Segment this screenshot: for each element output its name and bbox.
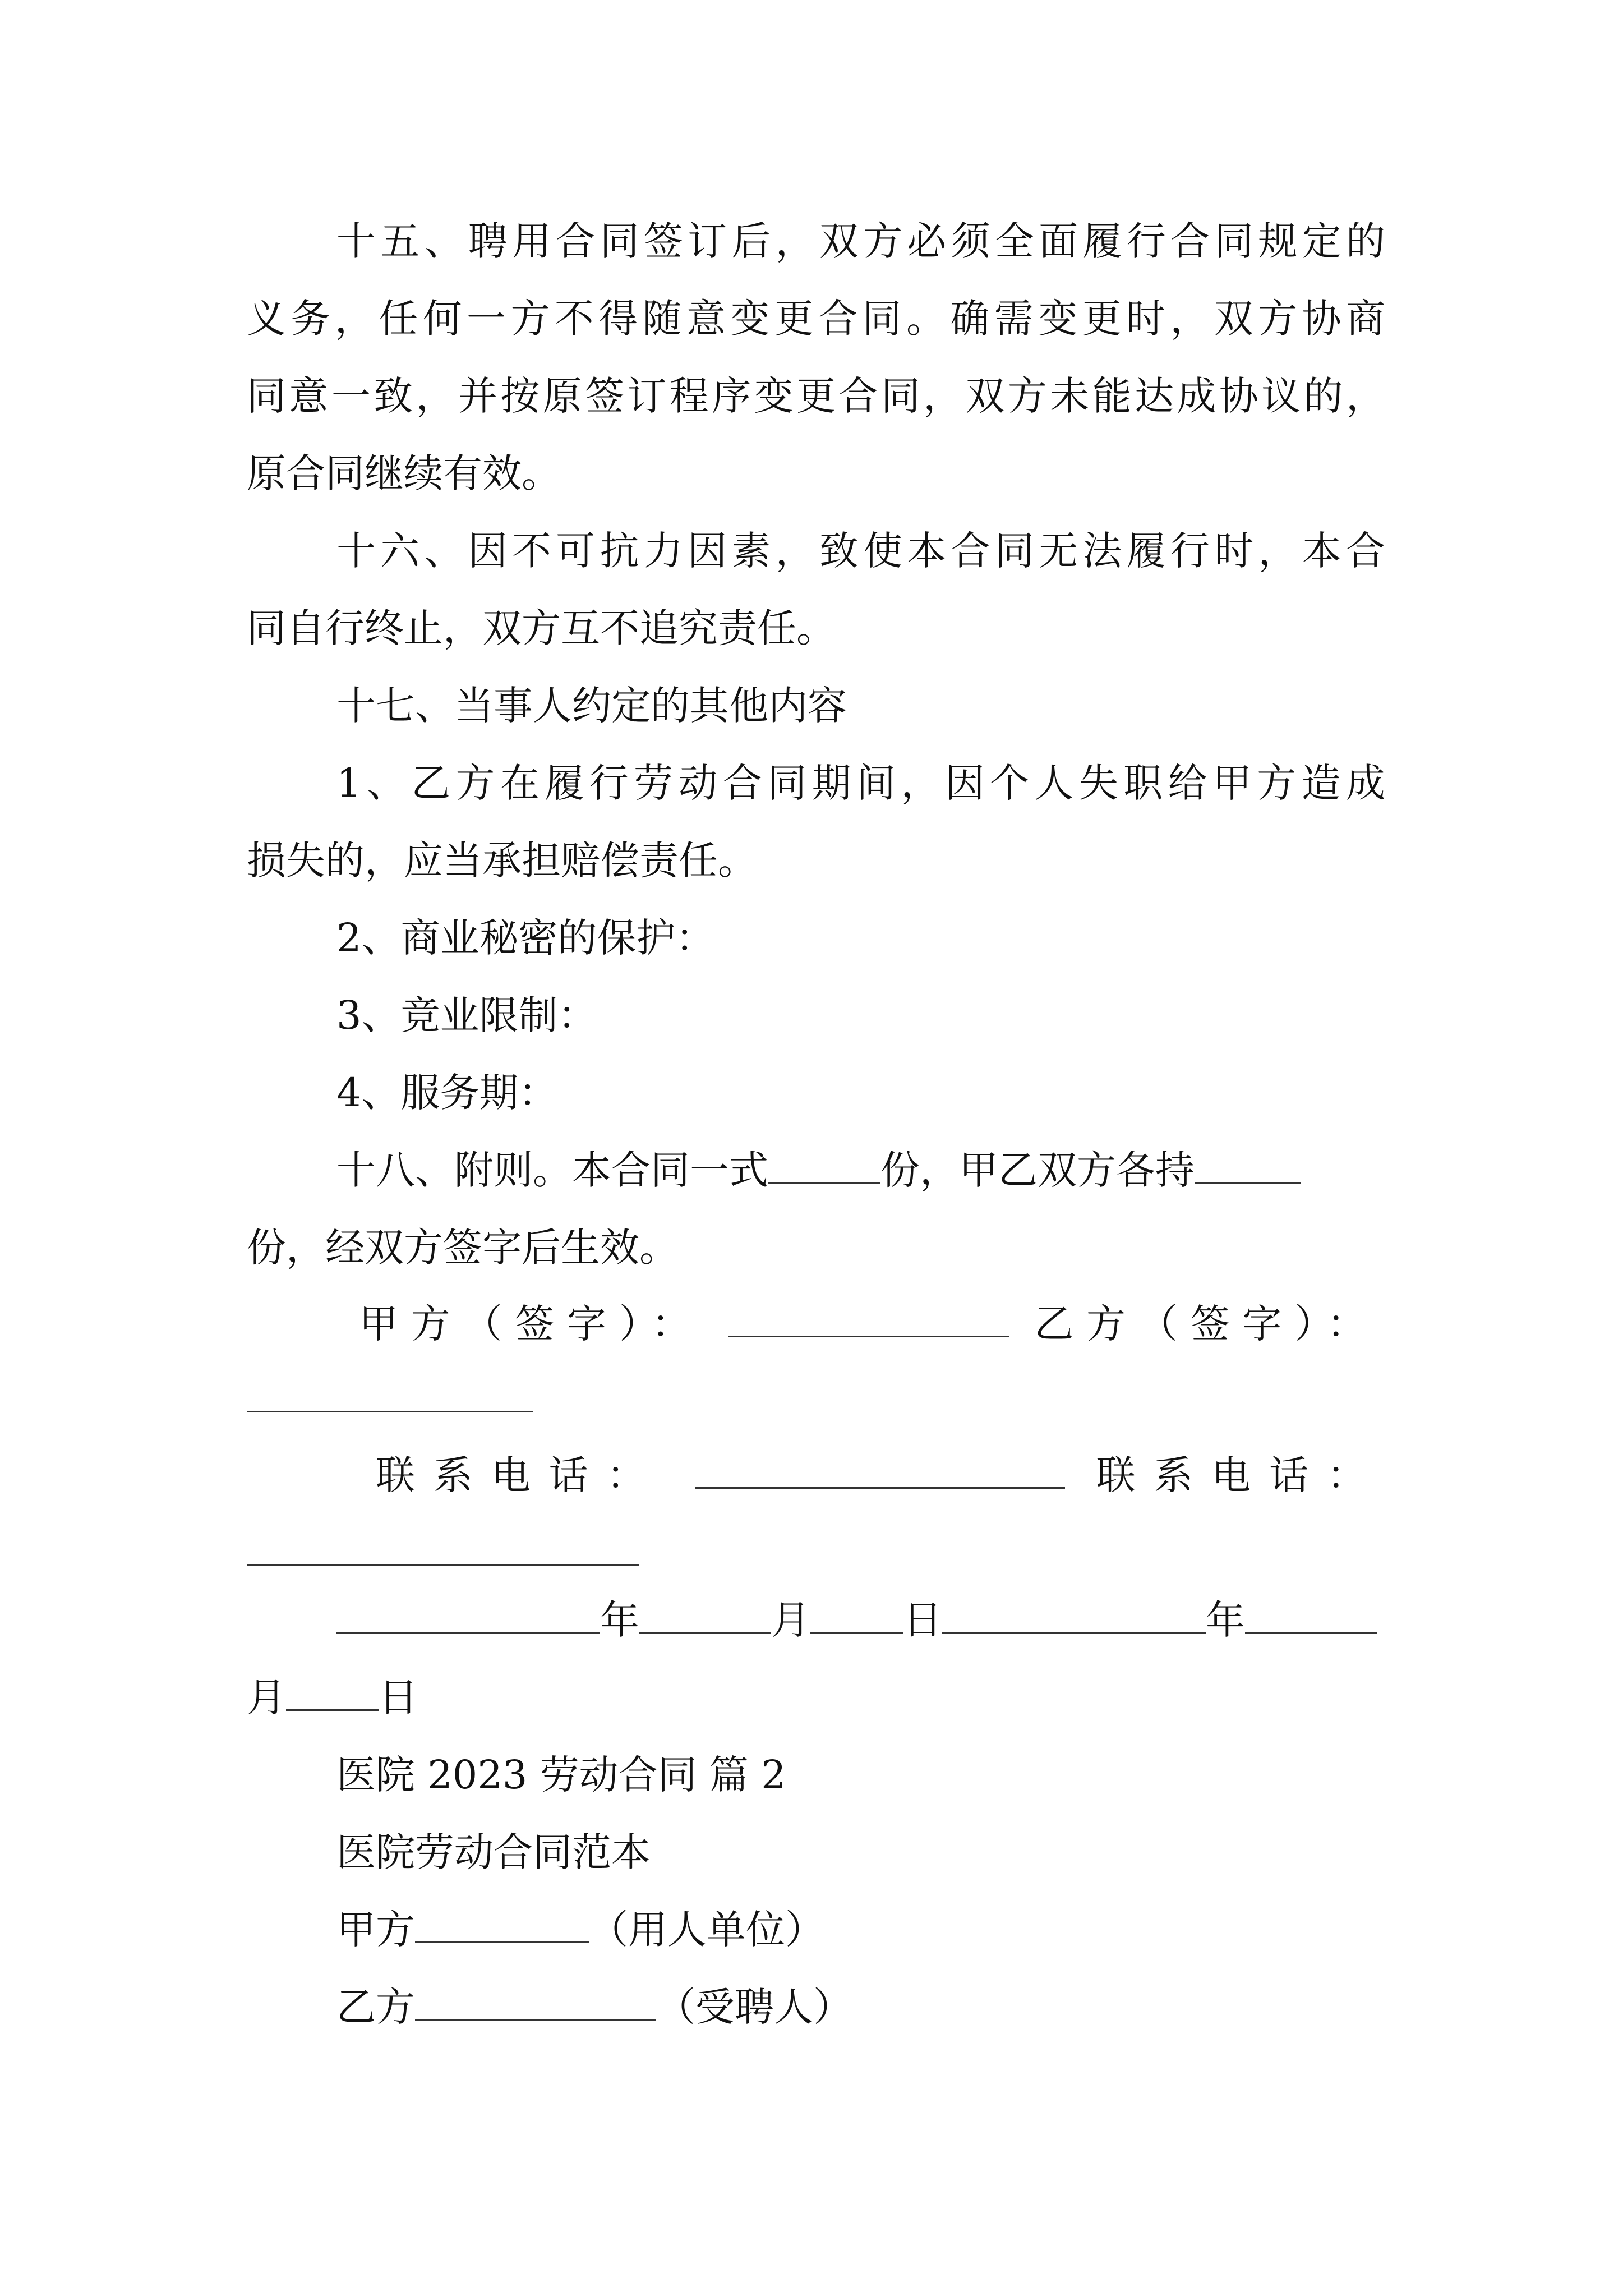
party-a-month-blank: [639, 1626, 771, 1634]
party-b-year-blank: [942, 1626, 1206, 1634]
clause-17-item-1-line-2: 损失的，应当承担赔偿责任。: [247, 838, 757, 884]
section-2-party-b: [336, 1979, 1385, 2035]
copies-each-blank: [1195, 1176, 1301, 1184]
party-a-day-label: 日: [903, 1597, 942, 1643]
clause-15-line-2: 义务，任何一方不得随意变更合同。确需变更时，双方协商: [247, 296, 1385, 342]
party-a-signature-blank: [728, 1330, 1009, 1337]
party-b-month-label: 月: [247, 1674, 286, 1720]
clause-15-line-1: 十五、聘用合同签订后，双方必须全面履行合同规定的: [336, 218, 1385, 264]
party-a-phone-label: 联系电话：: [376, 1452, 665, 1498]
date-line-2: [247, 1669, 1385, 1726]
party-a-month-label: 月: [771, 1597, 810, 1643]
section-2-subtitle: 医院劳动合同范本: [336, 1829, 651, 1875]
section-2-party-a: [336, 1902, 1385, 1958]
party-a-phone-blank: [695, 1481, 1065, 1489]
party-a-day-blank: [810, 1626, 903, 1634]
clause-16-line-1: 十六、因不可抗力因素，致使本合同无法履行时，本合: [336, 528, 1385, 574]
section-2-party-b-note: （受聘人）: [656, 1984, 852, 2030]
party-b-month-blank: [1245, 1626, 1377, 1634]
employer-name-blank: [415, 1936, 589, 1943]
party-b-year-label: 年: [1206, 1597, 1245, 1643]
date-line: [336, 1592, 1385, 1648]
clause-18-line-2: 份，经双方签字后生效。: [247, 1225, 679, 1271]
party-a-year-label: 年: [600, 1597, 639, 1643]
section-2-heading: 医院 2023 劳动合同 篇 2: [336, 1752, 786, 1798]
section-2-party-a-note: （用人单位）: [589, 1907, 824, 1953]
clause-17-heading: 十七、当事人约定的其他内容: [336, 683, 847, 729]
party-b-phone-label: 联系电话：: [1096, 1452, 1369, 1498]
party-b-day-blank: [286, 1704, 379, 1711]
phone-line: [376, 1447, 1368, 1503]
section-2-party-b-label: 乙方: [336, 1984, 415, 2030]
party-a-signature-label: 甲方（签字）：: [359, 1301, 704, 1347]
clause-18-line-1: [336, 1142, 1385, 1198]
party-b-signature-blank: [247, 1411, 533, 1412]
clause-15-line-3: 同意一致，并按原签订程序变更合同，双方未能达成协议的，: [247, 373, 1385, 419]
clause-18-text-b: 份，甲乙双方各持: [880, 1147, 1195, 1193]
clause-17-item-4: 4、服务期：: [336, 1070, 558, 1116]
party-b-day-label: 日: [379, 1674, 418, 1720]
copies-total-blank: [768, 1176, 880, 1184]
signature-line: [359, 1296, 1368, 1352]
party-a-year-blank: [336, 1626, 600, 1634]
party-b-signature-label: 乙方（签字）：: [1034, 1301, 1368, 1347]
clause-17-item-2: 2、商业秘密的保护：: [336, 915, 715, 961]
employee-name-blank: [415, 2013, 656, 2021]
clause-15-line-4: 原合同继续有效。: [247, 450, 561, 496]
clause-16-line-2: 同自行终止，双方互不追究责任。: [247, 605, 836, 651]
clause-17-item-1-line-1: 1、乙方在履行劳动合同期间，因个人失职给甲方造成: [336, 760, 1385, 806]
clause-18-text-a: 十八、附则。本合同一式: [336, 1147, 768, 1193]
section-2-party-a-label: 甲方: [336, 1907, 415, 1953]
clause-17-item-3: 3、竞业限制：: [336, 992, 597, 1038]
party-b-phone-blank: [247, 1564, 639, 1566]
